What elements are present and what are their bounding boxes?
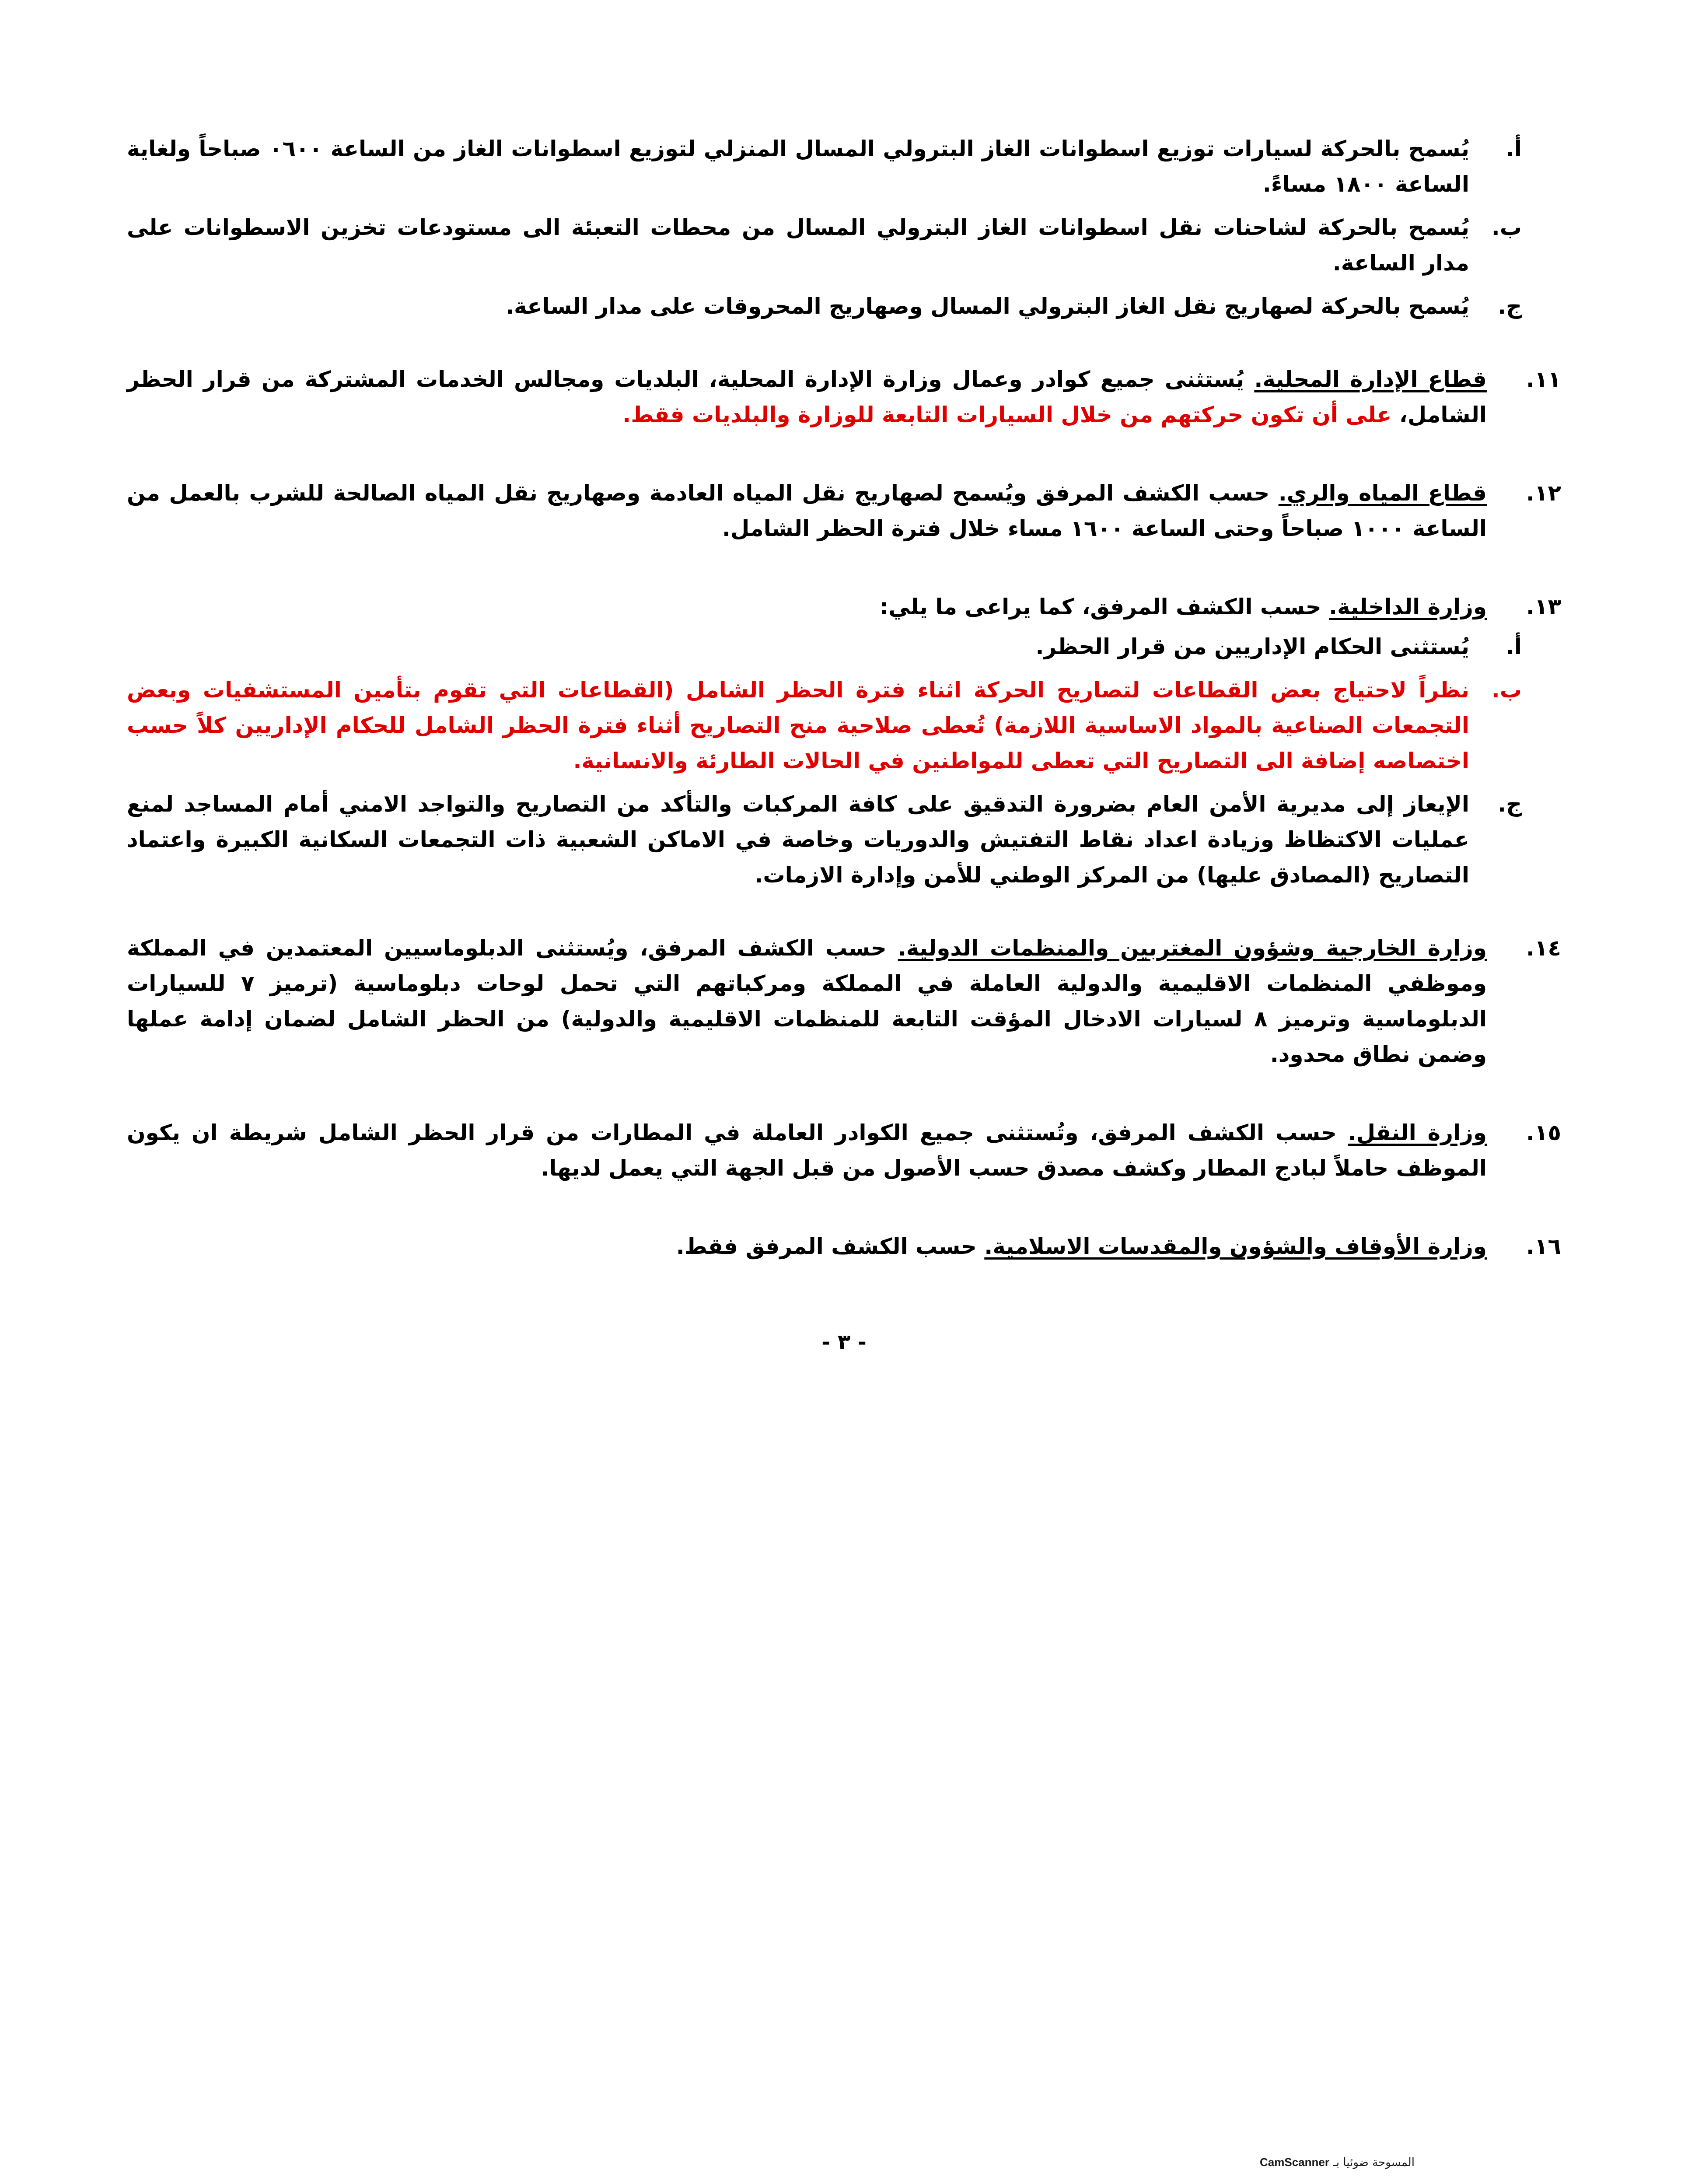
- clause-number: ١٣.: [1526, 594, 1561, 620]
- clause-number: ١١.: [1526, 367, 1561, 392]
- clause-14: [127, 931, 1561, 1072]
- clause-title: قطاع المياه والري.: [1278, 480, 1487, 506]
- clause-number: ١٥.: [1526, 1120, 1561, 1145]
- list-item: [127, 672, 1561, 779]
- list-item: [127, 787, 1561, 893]
- spacer: [127, 342, 1561, 362]
- top-subitems-group: [127, 131, 1561, 324]
- clause-title: قطاع الإدارة المحلية.: [1254, 367, 1487, 392]
- clause-body: [127, 931, 1487, 1072]
- clause-body: [127, 476, 1487, 546]
- clause-number: ١٢.: [1526, 480, 1561, 506]
- scanner-watermark: [0, 2156, 1688, 2169]
- spacer: [127, 1095, 1561, 1115]
- subitem-letter: ج.: [1497, 791, 1522, 817]
- page-number: - ٣ -: [821, 1330, 867, 1354]
- clause-text-highlight: على أن تكون حركتهم من خلال السيارات التابعة للوزارة والبلديات فقط.: [622, 402, 1392, 427]
- clause-text: حسب الكشف المرفق، وتُستثنى جميع الكوادر العاملة في المطارات من قرار الحظر الشامل شريطة ان يكون الموظف حاملاً لبادج المطار وكشف مصدق حسب الأصول من قبل الجهة التي يعمل لديها.: [127, 1120, 1487, 1181]
- clause-text: حسب الكشف المرفق فقط.: [676, 1234, 985, 1259]
- clause-title: وزارة الداخلية.: [1329, 594, 1487, 620]
- subitem-letter: ب.: [1491, 215, 1522, 240]
- clause-text: حسب الكشف المرفق ويُسمح لصهاريج نقل المياه العادمة وصهاريج نقل المياه الصالحة للشرب بالعمل من الساعة ١٠٠٠ صباحاً وحتى الساعة ١٦٠٠ مساء خلال فترة الحظر الشامل.: [127, 480, 1487, 541]
- subitem-text: يُستثنى الحكام الإداريين من قرار الحظر.: [1035, 634, 1469, 659]
- clause-title: وزارة النقل.: [1348, 1120, 1487, 1145]
- subitem-text: يُسمح بالحركة لصهاريج نقل الغاز البترولي المسال وصهاريج المحروقات على مدار الساعة.: [506, 294, 1469, 319]
- subitem-text: يُسمح بالحركة لسيارات توزيع اسطوانات الغاز البترولي المسال المنزلي لتوزيع اسطوانات الغاز من الساعة ٠٦٠٠ صباحاً ولغاية الساعة ١٨٠٠ مساءً.: [127, 136, 1470, 197]
- clause-title: وزارة الأوقاف والشؤون والمقدسات الاسلامية.: [984, 1234, 1487, 1259]
- clause-number: ١٤.: [1526, 935, 1561, 961]
- clause-15: [127, 1115, 1561, 1186]
- subitem-letter: أ.: [1506, 136, 1522, 161]
- clause-text: حسب الكشف المرفق، ويُستثنى الدبلوماسيين المعتمدين في المملكة وموظفي المنظمات الاقليمية والدولية العاملة في المملكة ومركباتهم التي تحمل لوحات دبلوماسية (ترميز ٧ للسيارات الدبلوماسية وترميز ٨ لسيارات الادخال المؤقت التابعة للمنظمات الاقليمية والدولية) من الحظر الشامل لضمان إدامة عملها وضمن نطاق محدود.: [127, 935, 1487, 1067]
- clause-12: [127, 476, 1561, 546]
- clause-text: حسب الكشف المرفق، كما يراعى ما يلي:: [880, 594, 1329, 620]
- list-item: [127, 629, 1561, 665]
- list-item: [127, 289, 1561, 324]
- subitem-letter: أ.: [1506, 634, 1522, 659]
- list-item: [127, 131, 1561, 202]
- clause-body: [127, 589, 1487, 625]
- scanner-brand: CamScanner: [1260, 2156, 1329, 2169]
- clause-13: [127, 589, 1561, 625]
- spacer: [127, 455, 1561, 476]
- clause-text: يُستثنى جميع كوادر وعمال وزارة الإدارة المحلية، البلديات ومجالس الخدمات المشتركة من قرار الحظر الشامل،: [127, 367, 1487, 427]
- scanner-text: المسوحة ضوئيا بـ: [1333, 2156, 1415, 2169]
- clause-16: [127, 1229, 1561, 1264]
- clause-number: ١٦.: [1526, 1234, 1561, 1259]
- clause-body: [127, 1229, 1487, 1264]
- spacer: [127, 1209, 1561, 1229]
- clause-title: وزارة الخارجية وشؤون المغتربين والمنظمات الدولية.: [898, 935, 1487, 961]
- subitem-text: نظراً لاحتياج بعض القطاعات لتصاريح الحركة اثناء فترة الحظر الشامل (القطاعات التي تقوم بتأمين المستشفيات وبعض التجمعات الصناعية بالمواد الاساسية اللازمة) تُعطى صلاحية منح التصاريح أثناء فترة الحظر الشامل للحكام الإداريين كلاً حسب اختصاصه إضافة الى التصاريح التي تعطى للمواطنين في الحالات الطارئة والانسانية.: [127, 677, 1469, 774]
- list-item: [127, 210, 1561, 281]
- subitem-text: يُسمح بالحركة لشاحنات نقل اسطوانات الغاز البترولي المسال من محطات التعبئة الى مستودعات تخزين الاسطوانات على مدار الساعة.: [127, 215, 1469, 276]
- spacer: [127, 910, 1561, 931]
- spacer: [127, 569, 1561, 589]
- subitem-text: الإيعاز إلى مديرية الأمن العام بضرورة التدقيق على كافة المركبات والتأكد من التصاريح والتواجد الامني أمام المساجد لمنع عمليات الاكتظاظ وزيادة اعداد نقاط التفتيش والدوريات وخاصة في الاماكن الشعبية ذات التجمعات السكانية الكبيرة واعتماد التصاريح (المصادق عليها) من المركز الوطني للأمن وإدارة الازمات.: [127, 791, 1469, 888]
- clause-13-subitems: [127, 629, 1561, 893]
- subitem-letter: ب.: [1491, 677, 1522, 703]
- clause-body: [127, 362, 1487, 433]
- subitem-letter: ج.: [1497, 294, 1522, 319]
- clause-body: [127, 1115, 1487, 1186]
- clause-11: [127, 362, 1561, 433]
